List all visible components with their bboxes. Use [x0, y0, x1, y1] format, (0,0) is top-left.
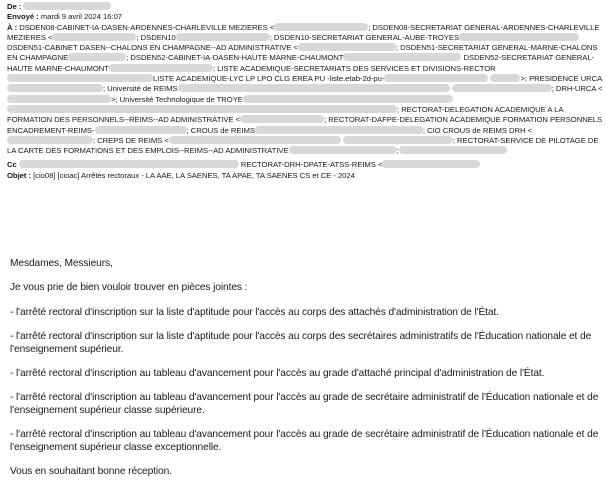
recipient: ; LISTE ACADEMIQUE-SECRETARIATS DES SERVICES ET DIVISIONS-RECTOR	[212, 63, 496, 73]
redacted-block	[240, 115, 324, 123]
recipient: ; RECTORAT-SERVICE DE PILOTAGE DE LA CARTE DES FORMATIONS ET DES EMPLOIS--REIMS--AD ADMINISTRATIVE	[7, 135, 599, 156]
recipient: ; CREPS DE REIMS <	[93, 135, 169, 145]
email-header	[7, 2, 603, 181]
redacted-block	[7, 84, 103, 92]
recipient: DSDEN08-CABINET-IA-DASEN-ARDENNES-CHARLEVILLE MEZIERES <	[19, 22, 275, 32]
greeting: Mesdames, Messieurs,	[10, 258, 113, 269]
recipient: LISTE ACADEMIQUE-LYC LP LPO CLG EREA PU -liste.etab-2d-pu-	[153, 74, 385, 84]
redacted-block	[52, 33, 136, 41]
list-item: - l'arrêté rectoral d'inscription au tableau d'avancement pour l'accès au grade de secrétaire administratif de l'Éducation nationale et de l'enseignement supérieur classe exceptionnelle.	[10, 429, 599, 453]
recipient: DSDEN52-SECRETARIAT GENERAL-HAUTE MARNE-CHAUMONT	[7, 53, 595, 73]
redacted-block	[298, 43, 396, 51]
redacted-block	[23, 2, 111, 10]
subject-value: [cio08] [cioac] Arrêtés rectoraux - LA AAE, LA SAENES, TA APAE, TA SAENES CS et CE - 2024	[33, 170, 355, 180]
redacted-block	[343, 53, 461, 61]
subject-label: Objet :	[7, 170, 31, 180]
recipient: ; DRH-URCA <	[551, 84, 603, 94]
redacted-block	[169, 136, 341, 144]
list-item: - l'arrêté rectoral d'inscription au tableau d'avancement pour l'accès au grade de secrétaire administratif de l'Éducation nationale et de l'enseignement supérieur classe supérieure.	[10, 392, 599, 416]
redacted-block	[274, 23, 368, 31]
redacted-block	[289, 146, 397, 154]
redacted-block	[396, 146, 507, 156]
redacted-block	[109, 64, 213, 72]
cc-row	[7, 160, 603, 170]
redacted-block	[452, 84, 552, 92]
redacted-block	[343, 136, 453, 144]
recipient: ;	[396, 146, 399, 156]
redacted-block	[95, 126, 187, 134]
redacted-block	[243, 95, 453, 103]
redacted-block	[7, 74, 153, 82]
redacted-block	[459, 33, 579, 41]
redacted-block	[19, 160, 239, 168]
subject-row	[7, 171, 603, 181]
sent-label: Envoyé :	[7, 12, 39, 22]
redacted-block	[7, 136, 93, 144]
redacted-block	[178, 84, 450, 92]
list-item: - l'arrêté rectoral d'inscription sur la liste d'aptitude pour l'accès au corps des attachés d'administration de l'État.	[10, 306, 499, 318]
recipient: ; CIO CROUS de REIMS DRH <	[422, 125, 533, 135]
list-item: - l'arrêté rectoral d'inscription sur la liste d'aptitude pour l'accès au corps des secrétaires administratifs de l'Éducation nationale et de l'enseignement supérieur.	[10, 331, 592, 355]
redacted-block	[7, 95, 111, 103]
recipient: >; PRESIDENCE URCA	[520, 74, 603, 84]
redacted-block	[382, 160, 480, 168]
recipient: DSDEN51-CABINET DASEN--CHALONS EN CHAMPAGNE--AD ADMINISTRATIVE <	[7, 43, 298, 53]
sent-row	[7, 12, 603, 22]
redacted-block	[255, 126, 423, 134]
recipient: ; CROUS de REIMS	[186, 125, 255, 135]
cc-label: Cc	[7, 160, 17, 170]
intro-paragraph: Je vous prie de bien vouloir trouver en pièces jointes :	[10, 282, 248, 294]
redacted-block	[384, 74, 488, 82]
list-item: - l'arrêté rectoral d'inscription au tableau d'avancement pour l'accès au grade d'attaché principal d'administration de l'État.	[10, 368, 545, 380]
recipient: ; Université de REIMS	[103, 84, 178, 94]
redacted-block	[7, 105, 397, 113]
to-label: À :	[7, 22, 18, 32]
email-body	[10, 258, 606, 478]
from-row	[7, 2, 603, 12]
redacted-block	[68, 53, 126, 61]
recipient: ; RECTORAT-DAFPE-DELEGATION ACADEMIQUE FORMATION PERSONNELS ENCADREMENT-REIMS-	[7, 115, 603, 135]
recipient: ; DSDEN10-SECRETARIAT GENERAL-AUBE-TROYES	[269, 32, 460, 42]
closing-line: Vous en souhaitant bonne réception.	[10, 466, 172, 478]
redacted-block	[490, 74, 520, 82]
recipient: ; DSDEN10	[136, 32, 176, 42]
recipient: ; RECTORAT-DELEGATION ACADEMIQUE A LA FORMATION DES PERSONNELS--REIMS--AD ADMINISTRATIVE <	[7, 104, 564, 125]
cc-value: RECTORAT-DRH-DPATE-ATSS-REIMS <	[240, 160, 383, 170]
recipient: ; DSDEN52-CABINET-IA-DASEN-HAUTE MARNE-CHAUMONT	[126, 53, 344, 63]
redacted-block	[176, 33, 270, 41]
sent-value: mardi 9 avril 2024 16:07	[40, 12, 123, 22]
to-row	[7, 23, 603, 157]
recipient: >; Université Technologique de TROYE	[111, 94, 243, 104]
recipient: ; DSDEN08-SECRETARIAT GENERAL-ARDENNES-CHARLEVILLE MEZIERES <	[7, 22, 600, 42]
recipient: ; DSDEN51-SECRETARIAT GENERAL-MARNE-CHALONS EN CHAMPAGNE	[7, 43, 598, 63]
from-label: De :	[7, 2, 22, 11]
